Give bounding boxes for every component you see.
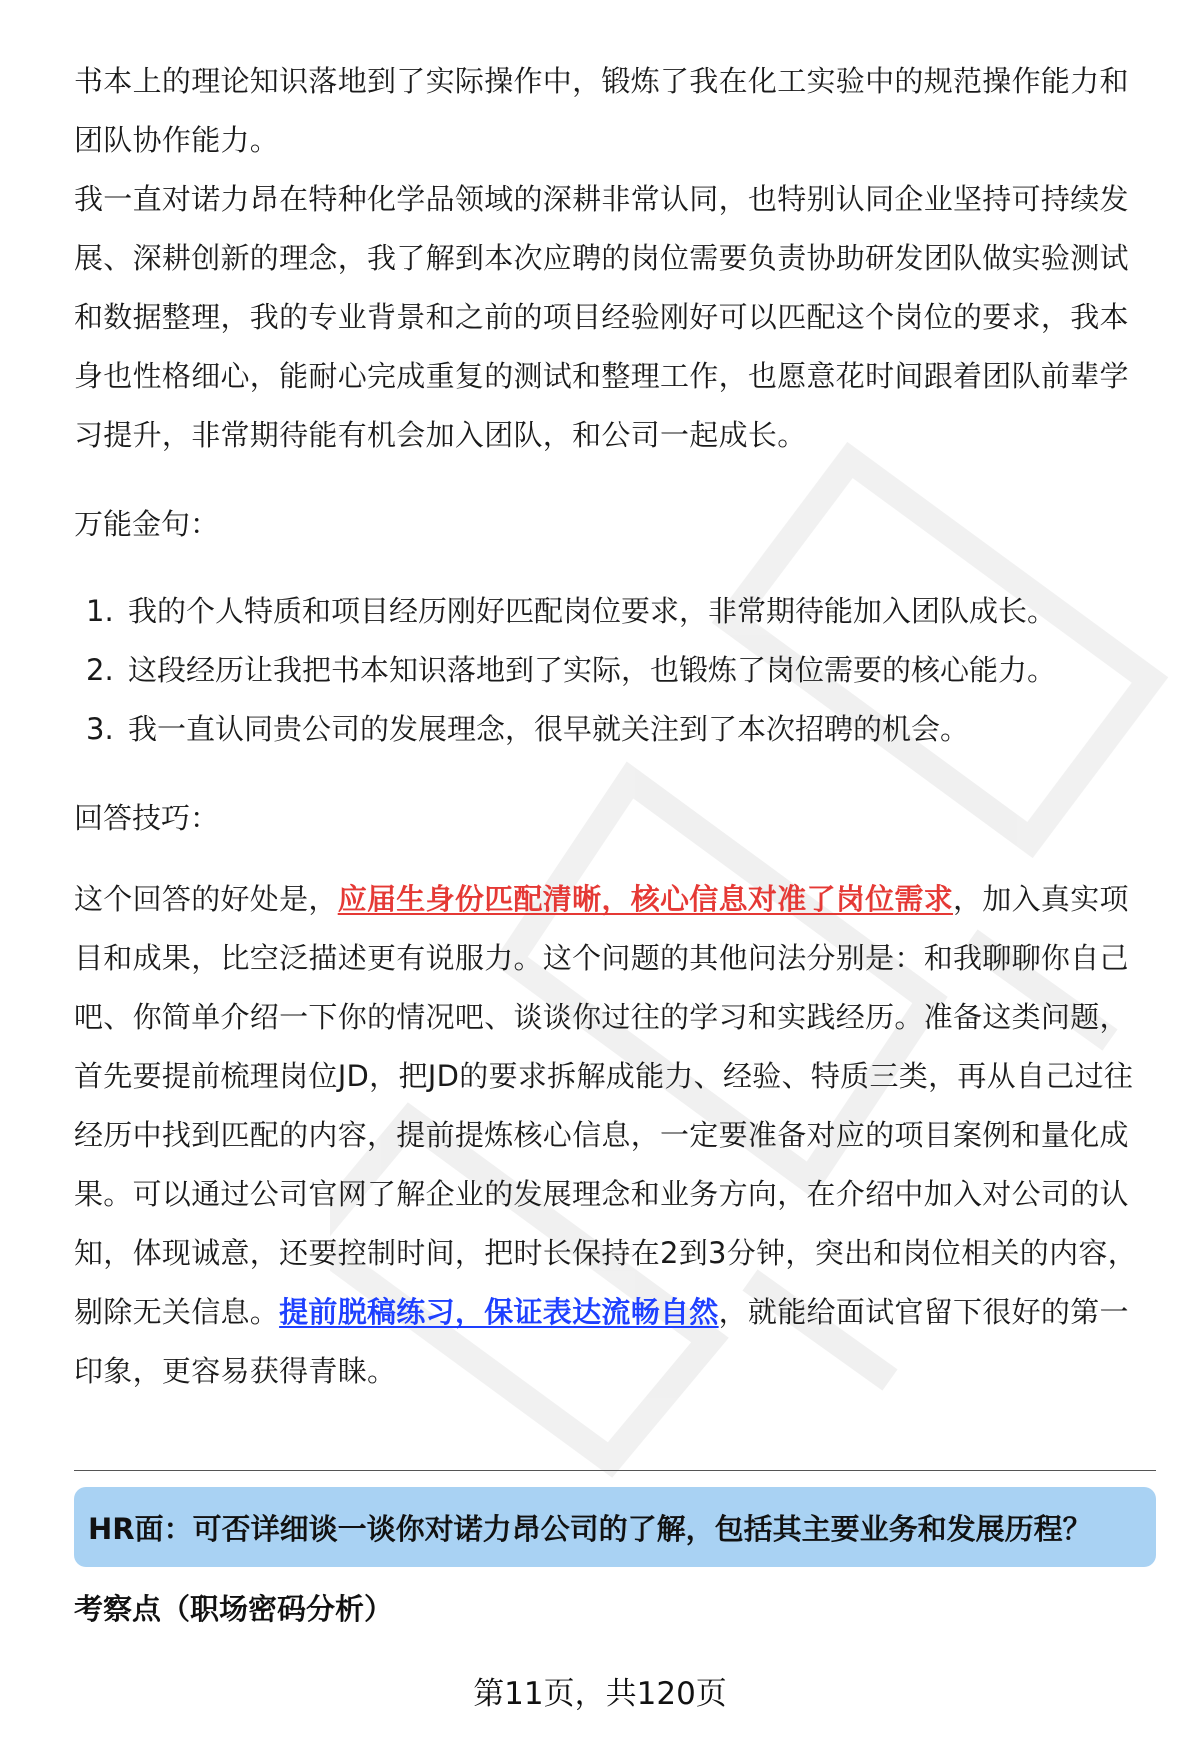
list-text: 这段经历让我把书本知识落地到了实际，也锻炼了岗位需要的核心能力。 — [128, 653, 1057, 687]
section-title: 考察点（职场密码分析） — [74, 1592, 394, 1626]
hr-question-box — [74, 1487, 1156, 1567]
tips-text-a: 这个回答的好处是， — [74, 882, 338, 916]
red-highlight: 应届生身份匹配清晰，核心信息对准了岗位需求 — [337, 882, 954, 916]
golden-sentences-label: 万能金句： — [74, 507, 220, 541]
divider — [74, 1470, 1156, 1471]
page-content — [74, 52, 1154, 1401]
paragraph-2: 我一直对诺力昂在特种化学品领域的深耕非常认同，也特别认同企业坚持可持续发展、深耕创新的理念，我了解到本次应聘的岗位需要负责协助研发团队做实验测试和数据整理，我的专业背景和之前的项目经验刚好可以匹配这个岗位的要求，我本身也性格细心，能耐心完成重复的测试和整理工作，也愿意花时间跟着团队前辈学习提升，非常期待能有机会加入团队，和公司一起成长。 — [74, 182, 1129, 452]
list-text: 我一直认同贵公司的发展理念，很早就关注到了本次招聘的机会。 — [128, 712, 970, 746]
paragraph-1: 书本上的理论知识落地到了实际操作中，锻炼了我在化工实验中的规范操作能力和团队协作能力。 — [74, 64, 1129, 157]
list-number: 1. — [86, 594, 114, 628]
list-item — [74, 641, 1154, 700]
answer-tips-paragraph — [74, 870, 1154, 1401]
list-number: 2. — [86, 653, 114, 687]
tips-text-c: ，就能给面试官留下很好的第一印象，更容易获得青睐。 — [74, 1295, 1129, 1388]
list-number: 3. — [86, 712, 114, 746]
list-text: 我的个人特质和项目经历刚好匹配岗位要求，非常期待能加入团队成长。 — [128, 594, 1057, 628]
page-number-footer: 第11页，共120页 — [473, 1676, 727, 1712]
blue-highlight: 提前脱稿练习，保证表达流畅自然 — [279, 1295, 719, 1329]
list-item — [74, 582, 1154, 641]
tips-text-b: ，加入真实项目和成果，比空泛描述更有说服力。这个问题的其他问法分别是：和我聊聊你自己吧、你简单介绍一下你的情况吧、谈谈你过往的学习和实践经历。准备这类问题，首先要提前梳理岗位JD，把JD的要求拆解成能力、经验、特质三类，再从自己过往经历中找到匹配的内容，提前提炼核心信息，一定要准备对应的项目案例和量化成果。可以通过公司官网了解企业的发展理念和业务方向，在介绍中加入对公司的认知，体现诚意，还要控制时间，把时长保持在2到3分钟，突出和岗位相关的内容，剔除无关信息。 — [74, 882, 1138, 1329]
answer-tips-label: 回答技巧： — [74, 801, 220, 835]
golden-sentences-list — [74, 582, 1154, 759]
list-item — [74, 700, 1154, 759]
hr-question-text: HR面：可否详细谈一谈你对诺力昂公司的了解，包括其主要业务和发展历程？ — [88, 1511, 1092, 1546]
